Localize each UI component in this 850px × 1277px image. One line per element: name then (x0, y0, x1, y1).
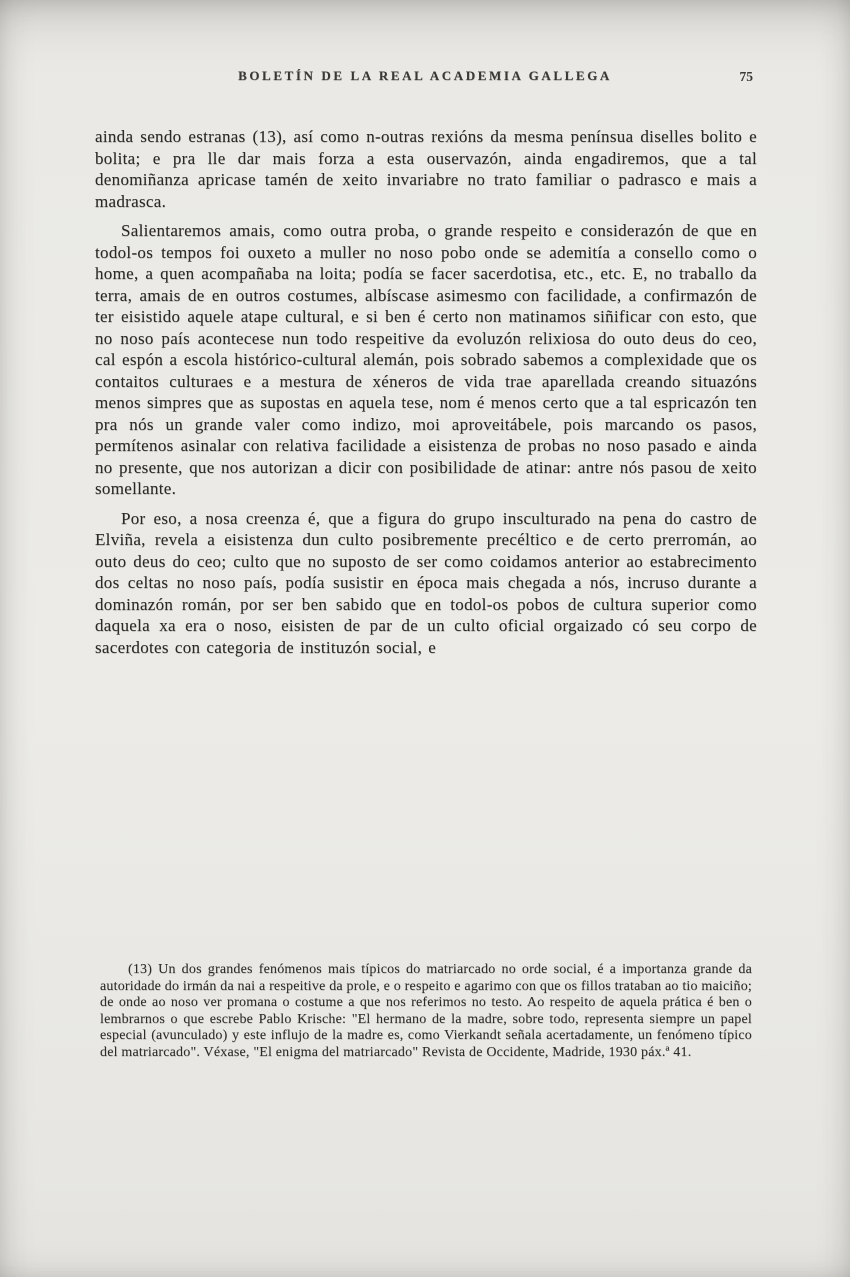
page-number: 75 (739, 69, 753, 84)
page-header (95, 68, 755, 88)
footnote: (13) Un dos grandes fenómenos mais típicos do matriarcado no orde social, é a importanza grande da autoridade do irmán da nai a respeitive da prole, e o respeito e agarimo con que os fillos trataban ao tio maiciño; de onde ao noso ver promana o costume a que nos referimos no testo. Ao respeito de aquela prática é ben o lembrarnos o que escrebe Pablo Krische: "El hermano de la madre, sobre todo, representa siempre un papel especial (avunculado) y este influjo de la madre es, como Vierkandt señala acertadamente, un fenómeno típico del matriarcado". Véxase, "El enigma del matriarcado" Revista de Occidente, Madride, 1930 páx.ª 41. (100, 962, 753, 1060)
paragraph: Salientaremos amais, como outra proba, o grande respeito e considerazón de que en todol-os tempos foi ouxeto a muller no noso pobo onde se ademitía a consello como o home, a quen acompañaba na loita; podía se facer sacerdotisa, etc., etc. E, no traballo da terra, amais de en outros costumes, albíscase asimesmo con facilidade, a confirmazón de ter eisistido aquele atape cultural, e si ben é certo non matinamos siñificar con esto, que no noso país acontecese nun todo respeitive da evoluzón relixiosa do outo deus do ceo, cal espón a escola histórico-cultural alemán, pois sobrado sabemos a complexidade que os contaitos culturaes e a mestura de xéneros de vida trae aparellada creando situazóns menos simpres que as supostas en aquela tese, nom é menos certo que a tal espricazón ten pra nós un grande valer como indizo, moi aproveitábele, pois marcando os pasos, permítenos asinalar con relativa facilidade a eisistenza de probas no noso pasado e ainda no presente, que nos autorizan a dicir con posibilidade de atinar: antre nós pasou de xeito somellante. (95, 221, 757, 498)
running-title: BOLETÍN DE LA REAL ACADEMIA GALLEGA (238, 68, 612, 83)
paragraph-continuation: ainda sendo estranas (13), así como n-outras rexións da mesma penínsua diselles bolito e bolita; e pra lle dar mais forza a esta ouservazón, ainda engadiremos, que a tal denomiñanza apricase tamén de xeito invariabre no trato familiar o padrasco e mais a madrasca. (95, 127, 757, 211)
paragraph: Por eso, a nosa creenza é, que a figura do grupo insculturado na pena do castro de Elviña, revela a eisistenza dun culto posibremente precéltico e de certo prerromán, ao outo deus do ceo; culto que no suposto de ser como coidamos anterior ao estabrecimento dos celtas no noso país, podía susistir en época mais chegada a nós, incruso durante a dominazón román, por ser ben sabido que en todol-os pobos de cultura superior como daquela xa era o noso, eisisten de par de un culto oficial orgaizado có seu corpo de sacerdotes con categoria de instituzón social, e (95, 508, 757, 657)
body-text (95, 126, 757, 666)
